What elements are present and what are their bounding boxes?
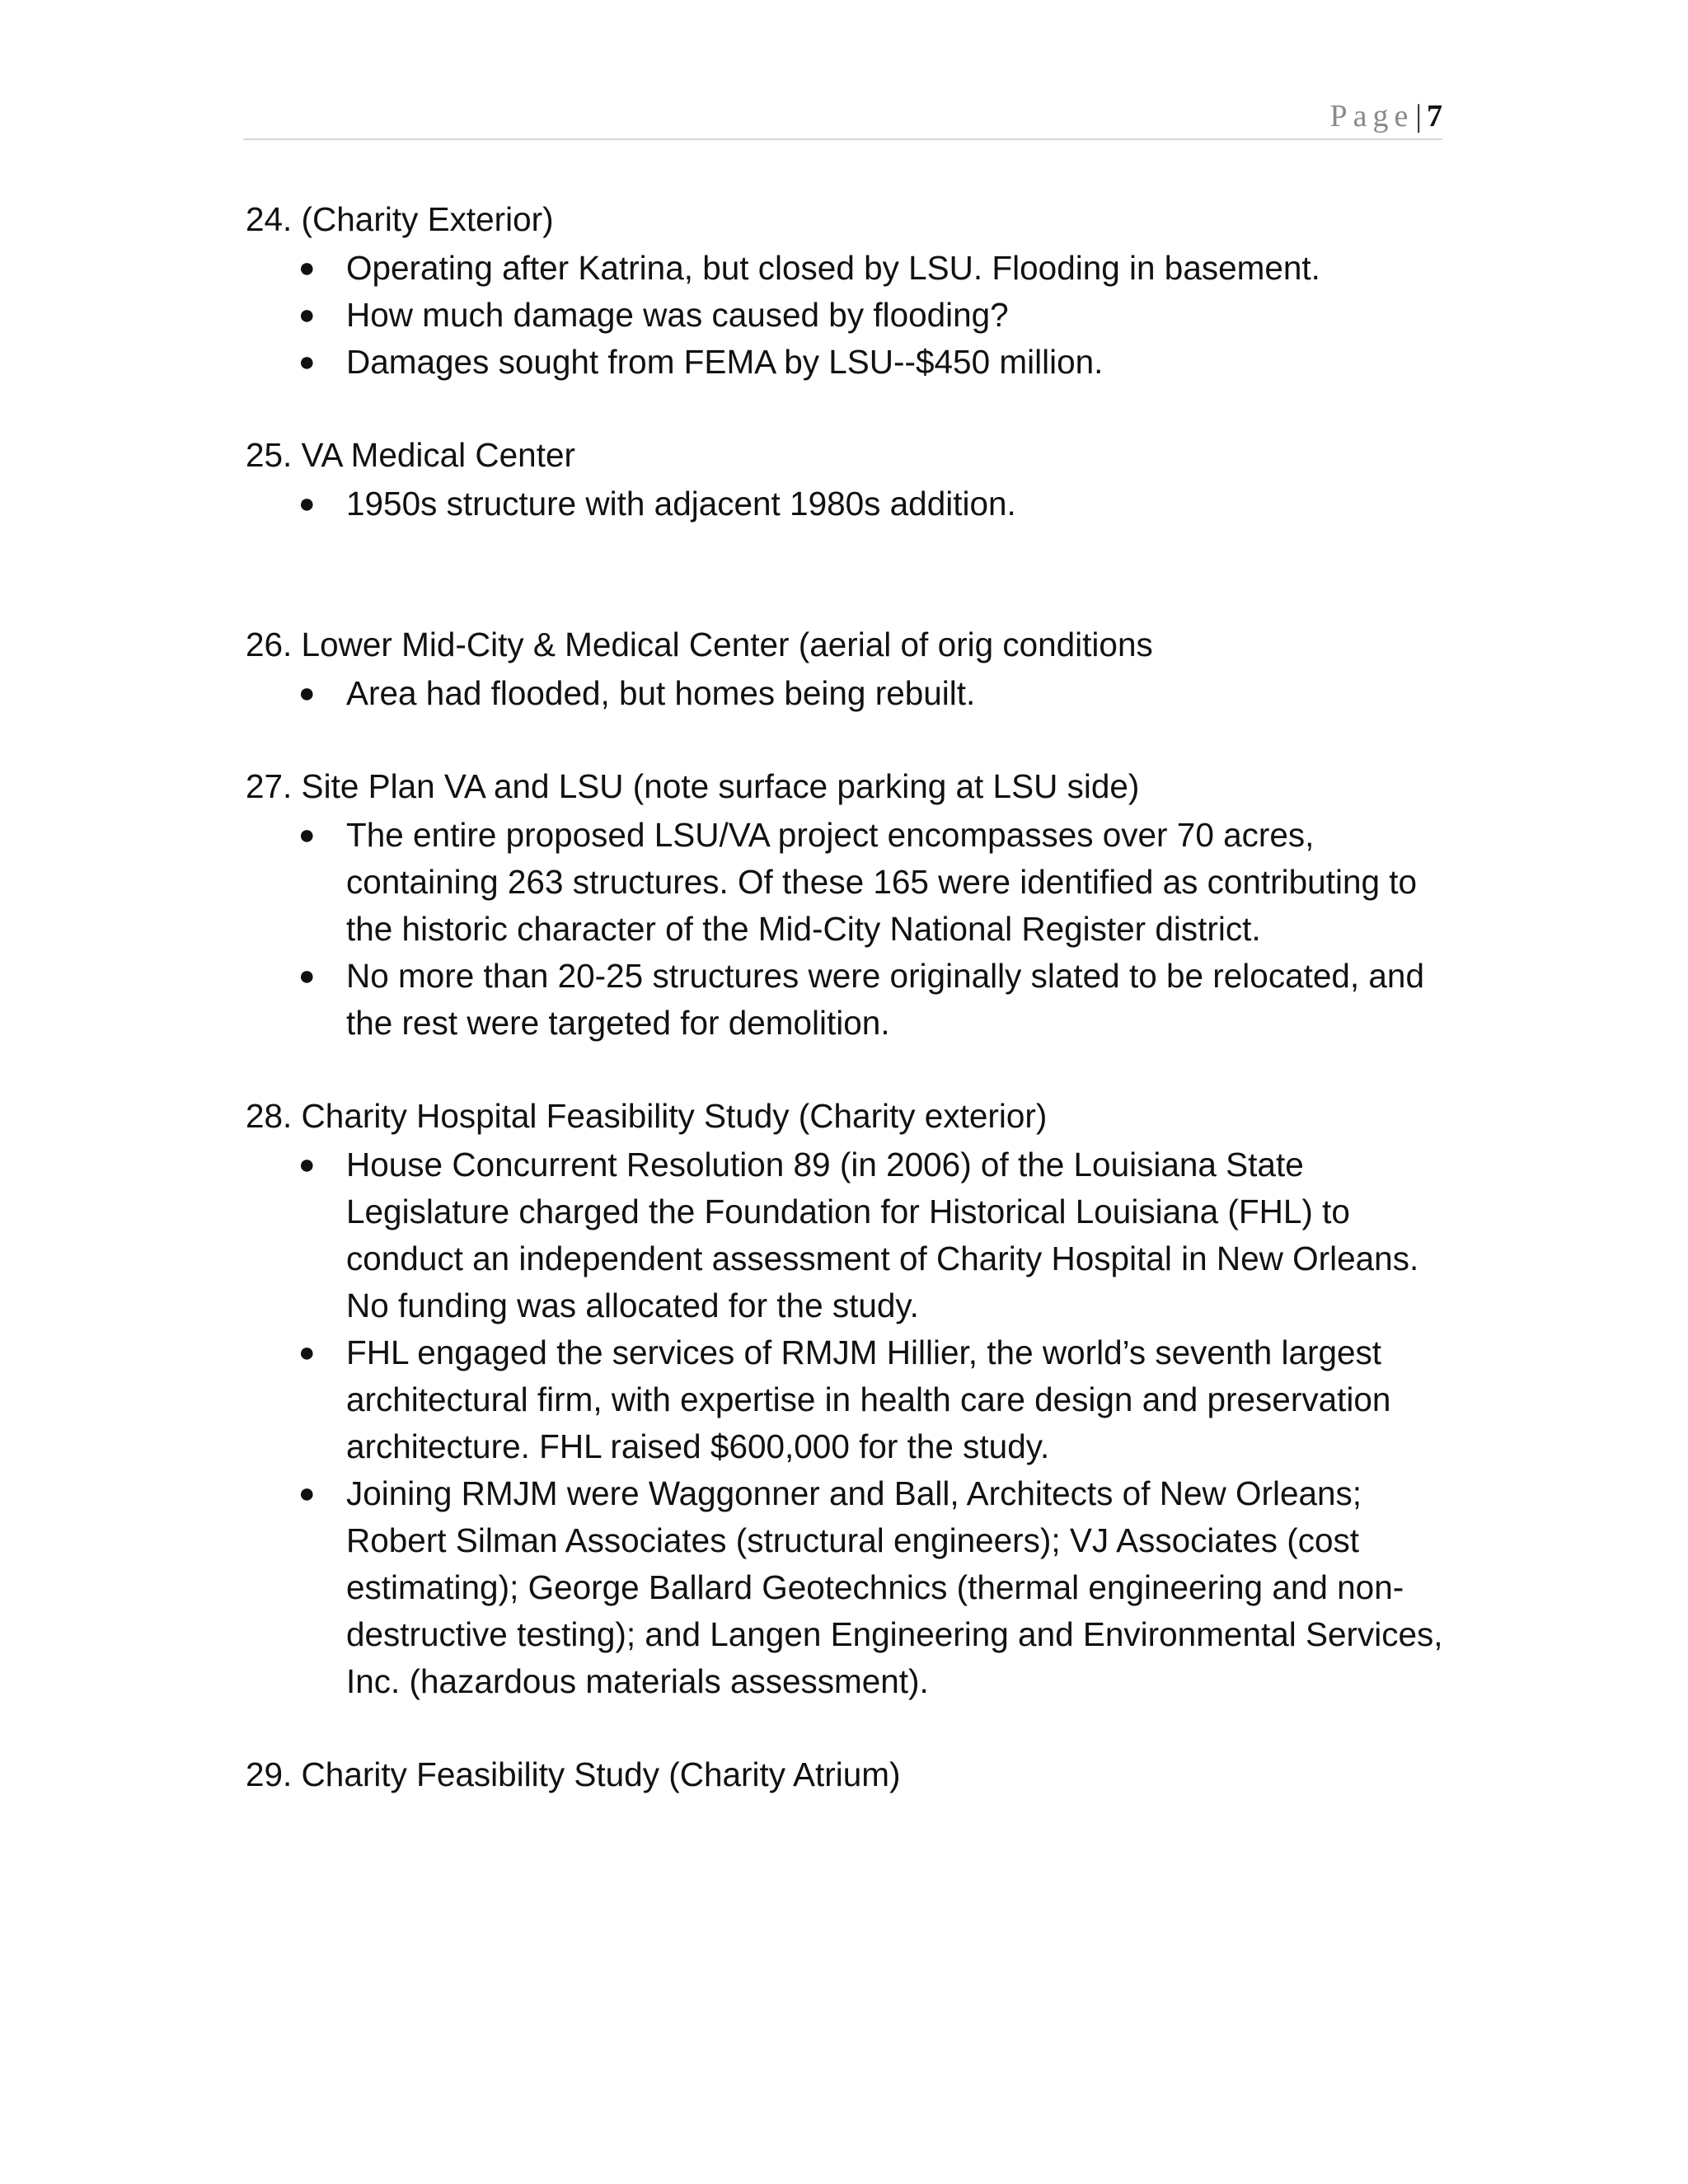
bullet-list: [246, 245, 1449, 386]
list-item: [246, 1470, 1449, 1705]
list-item: [246, 670, 1449, 717]
list-item: [246, 1329, 1449, 1470]
bullet-icon: ●: [298, 299, 316, 330]
list-item-text: Damages sought from FEMA by LSU--$450 million.: [346, 343, 1104, 381]
list-item: [246, 953, 1449, 1047]
page-label: Page: [1329, 99, 1414, 134]
section-title: 24. (Charity Exterior): [246, 200, 554, 238]
page-number: 7: [1427, 99, 1442, 134]
list-item-text: 1950s structure with adjacent 1980s addition.: [346, 485, 1016, 523]
bullet-icon: ●: [298, 1478, 316, 1509]
bullet-list: [246, 1141, 1449, 1705]
bullet-icon: ●: [298, 346, 316, 377]
spacer: [246, 386, 1449, 432]
bullet-list: [246, 812, 1449, 1047]
list-item: [246, 339, 1449, 386]
section-28: [246, 1093, 1449, 1705]
spacer: [246, 1705, 1449, 1751]
page-separator: |: [1415, 99, 1422, 134]
spacer: [246, 527, 1449, 621]
bullet-list: [246, 480, 1449, 527]
list-item-text: Area had flooded, but homes being rebuilt.: [346, 674, 976, 712]
section-title: 25. VA Medical Center: [246, 436, 575, 474]
page-content: [246, 196, 1449, 1798]
list-item: [246, 245, 1449, 292]
section-27: [246, 763, 1449, 1047]
section-29: [246, 1751, 1449, 1798]
section-title: 26. Lower Mid-City & Medical Center (aerial of orig conditions: [246, 626, 1153, 663]
list-item-text: House Concurrent Resolution 89 (in 2006) of the Louisiana State Legislature charged the Foundation for Historical Louisiana (FHL) to conduct an independent assessment of Charity Hospital in New Orleans. No funding was allocated for the study.: [346, 1146, 1419, 1324]
bullet-icon: ●: [298, 252, 316, 284]
bullet-icon: ●: [298, 1149, 316, 1180]
list-item: [246, 812, 1449, 953]
section-26: [246, 621, 1449, 717]
section-title: 29. Charity Feasibility Study (Charity Atrium): [246, 1755, 901, 1793]
list-item-text: Joining RMJM were Waggonner and Ball, Architects of New Orleans; Robert Silman Associates (structural engineers); VJ Associates (cost estimating); George Ballard Geotechnics (thermal engineering and non-destructive testing); and Langen Engineering and Environmental Services, Inc. (hazardous materials assessment).: [346, 1474, 1443, 1700]
list-item-text: FHL engaged the services of RMJM Hillier, the world’s seventh largest architectural firm, with expertise in health care design and preservation architecture. FHL raised $600,000 for the study.: [346, 1333, 1391, 1465]
section-25: [246, 432, 1449, 527]
list-item-text: Operating after Katrina, but closed by LSU. Flooding in basement.: [346, 249, 1320, 287]
bullet-icon: ●: [298, 677, 316, 709]
list-item: [246, 480, 1449, 527]
list-item: [246, 292, 1449, 339]
spacer: [246, 717, 1449, 763]
list-item: [246, 1141, 1449, 1329]
bullet-icon: ●: [298, 819, 316, 851]
section-24: [246, 196, 1449, 386]
bullet-icon: ●: [298, 488, 316, 519]
bullet-icon: ●: [298, 960, 316, 991]
spacer: [246, 1047, 1449, 1093]
page-header: [243, 97, 1442, 140]
page-number-block: [1330, 97, 1442, 135]
bullet-icon: ●: [298, 1337, 316, 1368]
list-item-text: No more than 20-25 structures were originally slated to be relocated, and the rest were targeted for demolition.: [346, 957, 1424, 1042]
bullet-list: [246, 670, 1449, 717]
list-item-text: How much damage was caused by flooding?: [346, 296, 1009, 334]
list-item-text: The entire proposed LSU/VA project encompasses over 70 acres, containing 263 structures. Of these 165 were identified as contributing to the historic character of the Mid-City National Register district.: [346, 816, 1418, 948]
section-title: 27. Site Plan VA and LSU (note surface parking at LSU side): [246, 767, 1140, 805]
section-title: 28. Charity Hospital Feasibility Study (Charity exterior): [246, 1097, 1048, 1135]
